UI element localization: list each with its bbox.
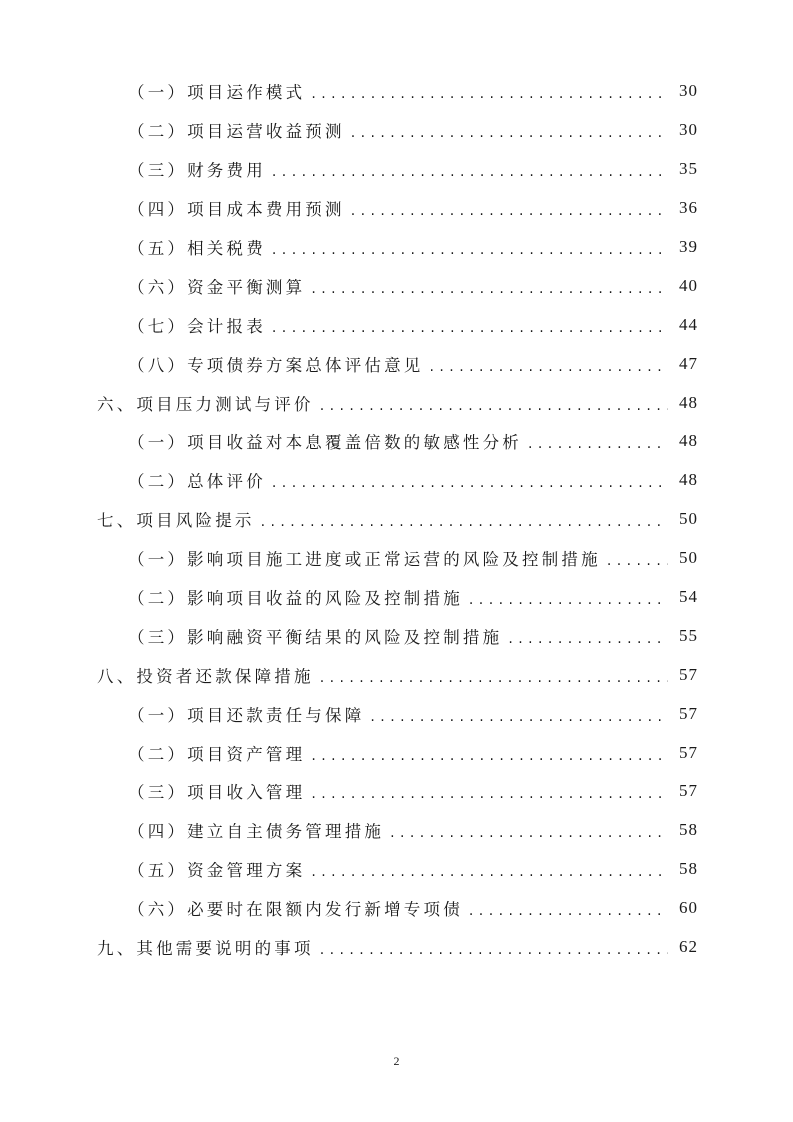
toc-entry-page: 57 xyxy=(679,781,698,801)
toc-entry-title: （二）总体评价 xyxy=(128,468,268,492)
toc-entry[interactable] xyxy=(0,694,793,733)
toc-entry-title: （一）项目运作模式 xyxy=(128,79,307,103)
toc-entry-title: （四）建立自主债务管理措施 xyxy=(128,818,386,842)
toc-entry-title: 九、其他需要说明的事项 xyxy=(97,935,316,959)
toc-entry[interactable] xyxy=(0,344,793,383)
toc-entry-title: （二）影响项目收益的风险及控制措施 xyxy=(128,585,465,609)
toc-entry[interactable] xyxy=(0,500,793,539)
toc-entry[interactable] xyxy=(0,461,793,500)
toc-entry-page: 39 xyxy=(679,237,698,256)
toc-entry[interactable] xyxy=(0,811,793,850)
page-number: 2 xyxy=(393,1054,400,1068)
toc-entry-page: 50 xyxy=(679,548,698,568)
toc-entry-page: 58 xyxy=(679,820,698,840)
toc-entry[interactable] xyxy=(0,422,793,461)
toc-dot-leader xyxy=(272,162,668,182)
toc-entry-page: 48 xyxy=(679,470,698,490)
toc-entry-title: （二）项目运营收益预测 xyxy=(128,118,347,142)
toc-entry-title: （八）专项债券方案总体评估意见 xyxy=(128,352,426,376)
toc-entry-title: （一）项目还款责任与保障 xyxy=(128,702,366,726)
toc-entry-title: （五）资金管理方案 xyxy=(128,857,307,881)
toc-entry-title: （三）项目收入管理 xyxy=(128,779,307,803)
table-of-contents xyxy=(0,72,793,966)
toc-dot-leader xyxy=(351,123,668,143)
toc-dot-leader xyxy=(272,318,668,338)
toc-dot-leader xyxy=(370,707,668,727)
toc-entry-page: 55 xyxy=(679,625,698,645)
toc-entry-title: 六、项目压力测试与评价 xyxy=(97,391,316,415)
toc-entry-page: 57 xyxy=(679,664,698,684)
toc-entry-title: （三）财务费用 xyxy=(128,157,268,181)
toc-entry-page: 36 xyxy=(679,198,698,218)
toc-entry-title: 七、项目风险提示 xyxy=(97,507,257,531)
toc-dot-leader xyxy=(607,551,668,571)
toc-dot-leader xyxy=(311,746,668,766)
toc-dot-leader xyxy=(320,396,668,416)
toc-entry[interactable] xyxy=(0,655,793,694)
toc-entry-title: （五）相关税费 xyxy=(128,235,268,259)
toc-entry-title: （二）项目资产管理 xyxy=(128,741,307,765)
toc-entry[interactable] xyxy=(0,189,793,228)
toc-entry-page: 30 xyxy=(679,120,698,140)
toc-entry-page: 54 xyxy=(679,587,698,607)
toc-entry-title: （一）影响项目施工进度或正常运营的风险及控制措施 xyxy=(128,546,603,570)
toc-entry-page: 58 xyxy=(679,859,698,879)
toc-entry[interactable] xyxy=(0,72,793,111)
toc-entry[interactable] xyxy=(0,889,793,928)
toc-entry-page: 44 xyxy=(679,314,698,334)
toc-dot-leader xyxy=(320,940,668,960)
toc-entry[interactable] xyxy=(0,305,793,344)
toc-dot-leader xyxy=(311,279,668,299)
toc-entry[interactable] xyxy=(0,111,793,150)
toc-dot-leader xyxy=(508,629,668,649)
toc-dot-leader xyxy=(272,240,668,260)
toc-entry[interactable] xyxy=(0,383,793,422)
toc-entry-title: （六）资金平衡测算 xyxy=(128,274,307,298)
toc-dot-leader xyxy=(272,473,668,493)
toc-entry-page: 47 xyxy=(679,353,698,373)
toc-entry[interactable] xyxy=(0,772,793,811)
toc-dot-leader xyxy=(469,901,668,921)
toc-entry-title: 八、投资者还款保障措施 xyxy=(97,663,316,687)
toc-entry-title: （七）会计报表 xyxy=(128,313,268,337)
toc-dot-leader xyxy=(320,668,668,688)
toc-entry-page: 60 xyxy=(679,898,698,918)
toc-entry[interactable] xyxy=(0,733,793,772)
toc-entry-page: 48 xyxy=(679,431,698,451)
toc-dot-leader xyxy=(351,201,668,221)
toc-entry[interactable] xyxy=(0,266,793,305)
toc-entry-title: （四）项目成本费用预测 xyxy=(128,196,347,220)
toc-entry[interactable] xyxy=(0,150,793,189)
toc-entry[interactable] xyxy=(0,928,793,967)
toc-dot-leader xyxy=(311,862,668,882)
toc-dot-leader xyxy=(528,434,668,454)
toc-entry[interactable] xyxy=(0,578,793,617)
toc-entry-page: 57 xyxy=(679,703,698,723)
toc-entry-page: 57 xyxy=(679,742,698,762)
toc-dot-leader xyxy=(469,590,668,610)
toc-dot-leader xyxy=(311,784,668,804)
toc-dot-leader xyxy=(390,823,668,843)
toc-entry-title: （六）必要时在限额内发行新增专项债 xyxy=(128,896,465,920)
toc-entry[interactable] xyxy=(0,228,793,267)
toc-entry[interactable] xyxy=(0,539,793,578)
toc-entry-page: 48 xyxy=(679,392,698,412)
toc-entry-title: （三）影响融资平衡结果的风险及控制措施 xyxy=(128,624,504,648)
toc-entry-page: 40 xyxy=(679,275,698,295)
toc-entry-page: 62 xyxy=(679,937,698,957)
toc-dot-leader xyxy=(430,357,669,377)
toc-entry-page: 30 xyxy=(679,81,698,101)
toc-entry[interactable] xyxy=(0,850,793,889)
toc-entry-page: 50 xyxy=(679,509,698,529)
toc-entry-page: 35 xyxy=(679,159,698,179)
toc-entry[interactable] xyxy=(0,616,793,655)
toc-dot-leader xyxy=(261,512,668,532)
toc-entry-title: （一）项目收益对本息覆盖倍数的敏感性分析 xyxy=(128,429,524,453)
toc-dot-leader xyxy=(311,84,668,104)
